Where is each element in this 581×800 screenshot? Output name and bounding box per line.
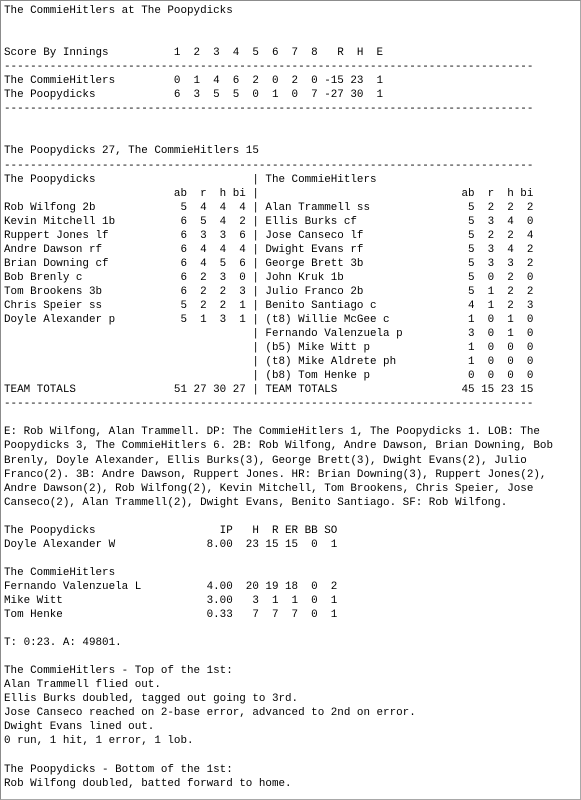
text-line: E: Rob Wilfong, Alan Trammell. DP: The CommieHitlers 1, The Poopydicks 1. LOB: The xyxy=(4,426,540,439)
text-line: Ellis Burks doubled, tagged out going to 3rd. xyxy=(4,693,299,706)
text-line: Doyle Alexander p 5 1 3 1 | (t8) Willie McGee c 1 0 1 0 xyxy=(4,314,534,327)
text-line: 0 run, 1 hit, 1 error, 1 lob. xyxy=(4,735,194,748)
text-line: The Poopydicks 6 3 5 5 0 1 0 7 -27 30 1 xyxy=(4,89,384,102)
text-line: Canseco(2), Alan Trammell(2), Dwight Evans, Benito Santiago. SF: Rob Wilfong. xyxy=(4,496,508,509)
text-line: The CommieHitlers 0 1 4 6 2 0 2 0 -15 23 1 xyxy=(4,75,384,88)
text-line: Chris Speier ss 5 2 2 1 | Benito Santiago c 4 1 2 3 xyxy=(4,299,534,312)
text-line: Fernando Valenzuela L 4.00 20 19 18 0 2 xyxy=(4,580,338,593)
text-line: Poopydicks 3, The CommieHitlers 6. 2B: Rob Wilfong, Andre Dawson, Brian Downing, Bob xyxy=(4,440,553,453)
text-line: The Poopydicks | The CommieHitlers xyxy=(4,173,377,186)
text-line: The CommieHitlers at The Poopydicks xyxy=(4,5,233,17)
text-line: Brenly, Doyle Alexander, Ellis Burks(3), George Brett(3), Dwight Evans(2), Julio xyxy=(4,454,527,467)
text-line: --------------------------------------------------------------------------------- xyxy=(4,159,534,172)
text-line: Jose Canseco reached on 2-base error, advanced to 2nd on error. xyxy=(4,707,416,720)
text-line: The Poopydicks 27, The CommieHitlers 15 xyxy=(4,145,259,158)
text-line: Mike Witt 3.00 3 1 1 0 1 xyxy=(4,594,338,607)
text-line: Franco(2). 3B: Andre Dawson, Ruppert Jones. HR: Brian Downing(3), Ruppert Jones(2), xyxy=(4,468,547,481)
text-line: --------------------------------------------------------------------------------- xyxy=(4,61,534,74)
text-line: The CommieHitlers xyxy=(4,566,116,579)
text-line: --------------------------------------------------------------------------------- xyxy=(4,103,534,116)
box-score-text xyxy=(1,1,580,791)
text-line: Tom Henke 0.33 7 7 7 0 1 xyxy=(4,609,338,622)
text-line: TEAM TOTALS 51 27 30 27 | TEAM TOTALS 45 15 23 15 xyxy=(4,384,534,397)
text-line: | Fernando Valenzuela p 3 0 1 0 xyxy=(4,328,534,341)
text-line: --------------------------------------------------------------------------------- xyxy=(4,398,534,411)
text-line: Tom Brookens 3b 6 2 2 3 | Julio Franco 2b 5 1 2 2 xyxy=(4,285,534,298)
text-line: Score By Innings 1 2 3 4 5 6 7 8 R H E xyxy=(4,47,384,60)
text-line: | (b5) Mike Witt p 1 0 0 0 xyxy=(4,342,534,355)
text-line: The Poopydicks IP H R ER BB SO xyxy=(4,524,338,537)
text-line: Kevin Mitchell 1b 6 5 4 2 | Ellis Burks cf 5 3 4 0 xyxy=(4,215,534,228)
text-line: Rob Wilfong doubled, batted forward to home. xyxy=(4,777,292,790)
text-line: Ruppert Jones lf 6 3 3 6 | Jose Canseco lf 5 2 2 4 xyxy=(4,229,534,242)
text-line: Rob Wilfong 2b 5 4 4 4 | Alan Trammell ss 5 2 2 2 xyxy=(4,201,534,214)
text-line: T: 0:23. A: 49801. xyxy=(4,637,122,650)
text-line: Andre Dawson(2), Rob Wilfong(2), Kevin Mitchell, Tom Brookens, Chris Speier, Jose xyxy=(4,482,534,495)
text-line: Bob Brenly c 6 2 3 0 | John Kruk 1b 5 0 2 0 xyxy=(4,271,534,284)
text-line: The Poopydicks - Bottom of the 1st: xyxy=(4,763,233,776)
text-line: Doyle Alexander W 8.00 23 15 15 0 1 xyxy=(4,538,338,551)
text-line: Alan Trammell flied out. xyxy=(4,679,161,692)
text-line: The CommieHitlers - Top of the 1st: xyxy=(4,665,233,678)
text-line: Andre Dawson rf 6 4 4 4 | Dwight Evans rf 5 3 4 2 xyxy=(4,243,534,256)
text-line: | (b8) Tom Henke p 0 0 0 0 xyxy=(4,370,534,383)
text-line: Brian Downing cf 6 4 5 6 | George Brett 3b 5 3 3 2 xyxy=(4,257,534,270)
text-line: Dwight Evans lined out. xyxy=(4,721,155,734)
text-line: | (t8) Mike Aldrete ph 1 0 0 0 xyxy=(4,356,534,369)
text-line: ab r h bi | ab r h bi xyxy=(4,187,534,200)
